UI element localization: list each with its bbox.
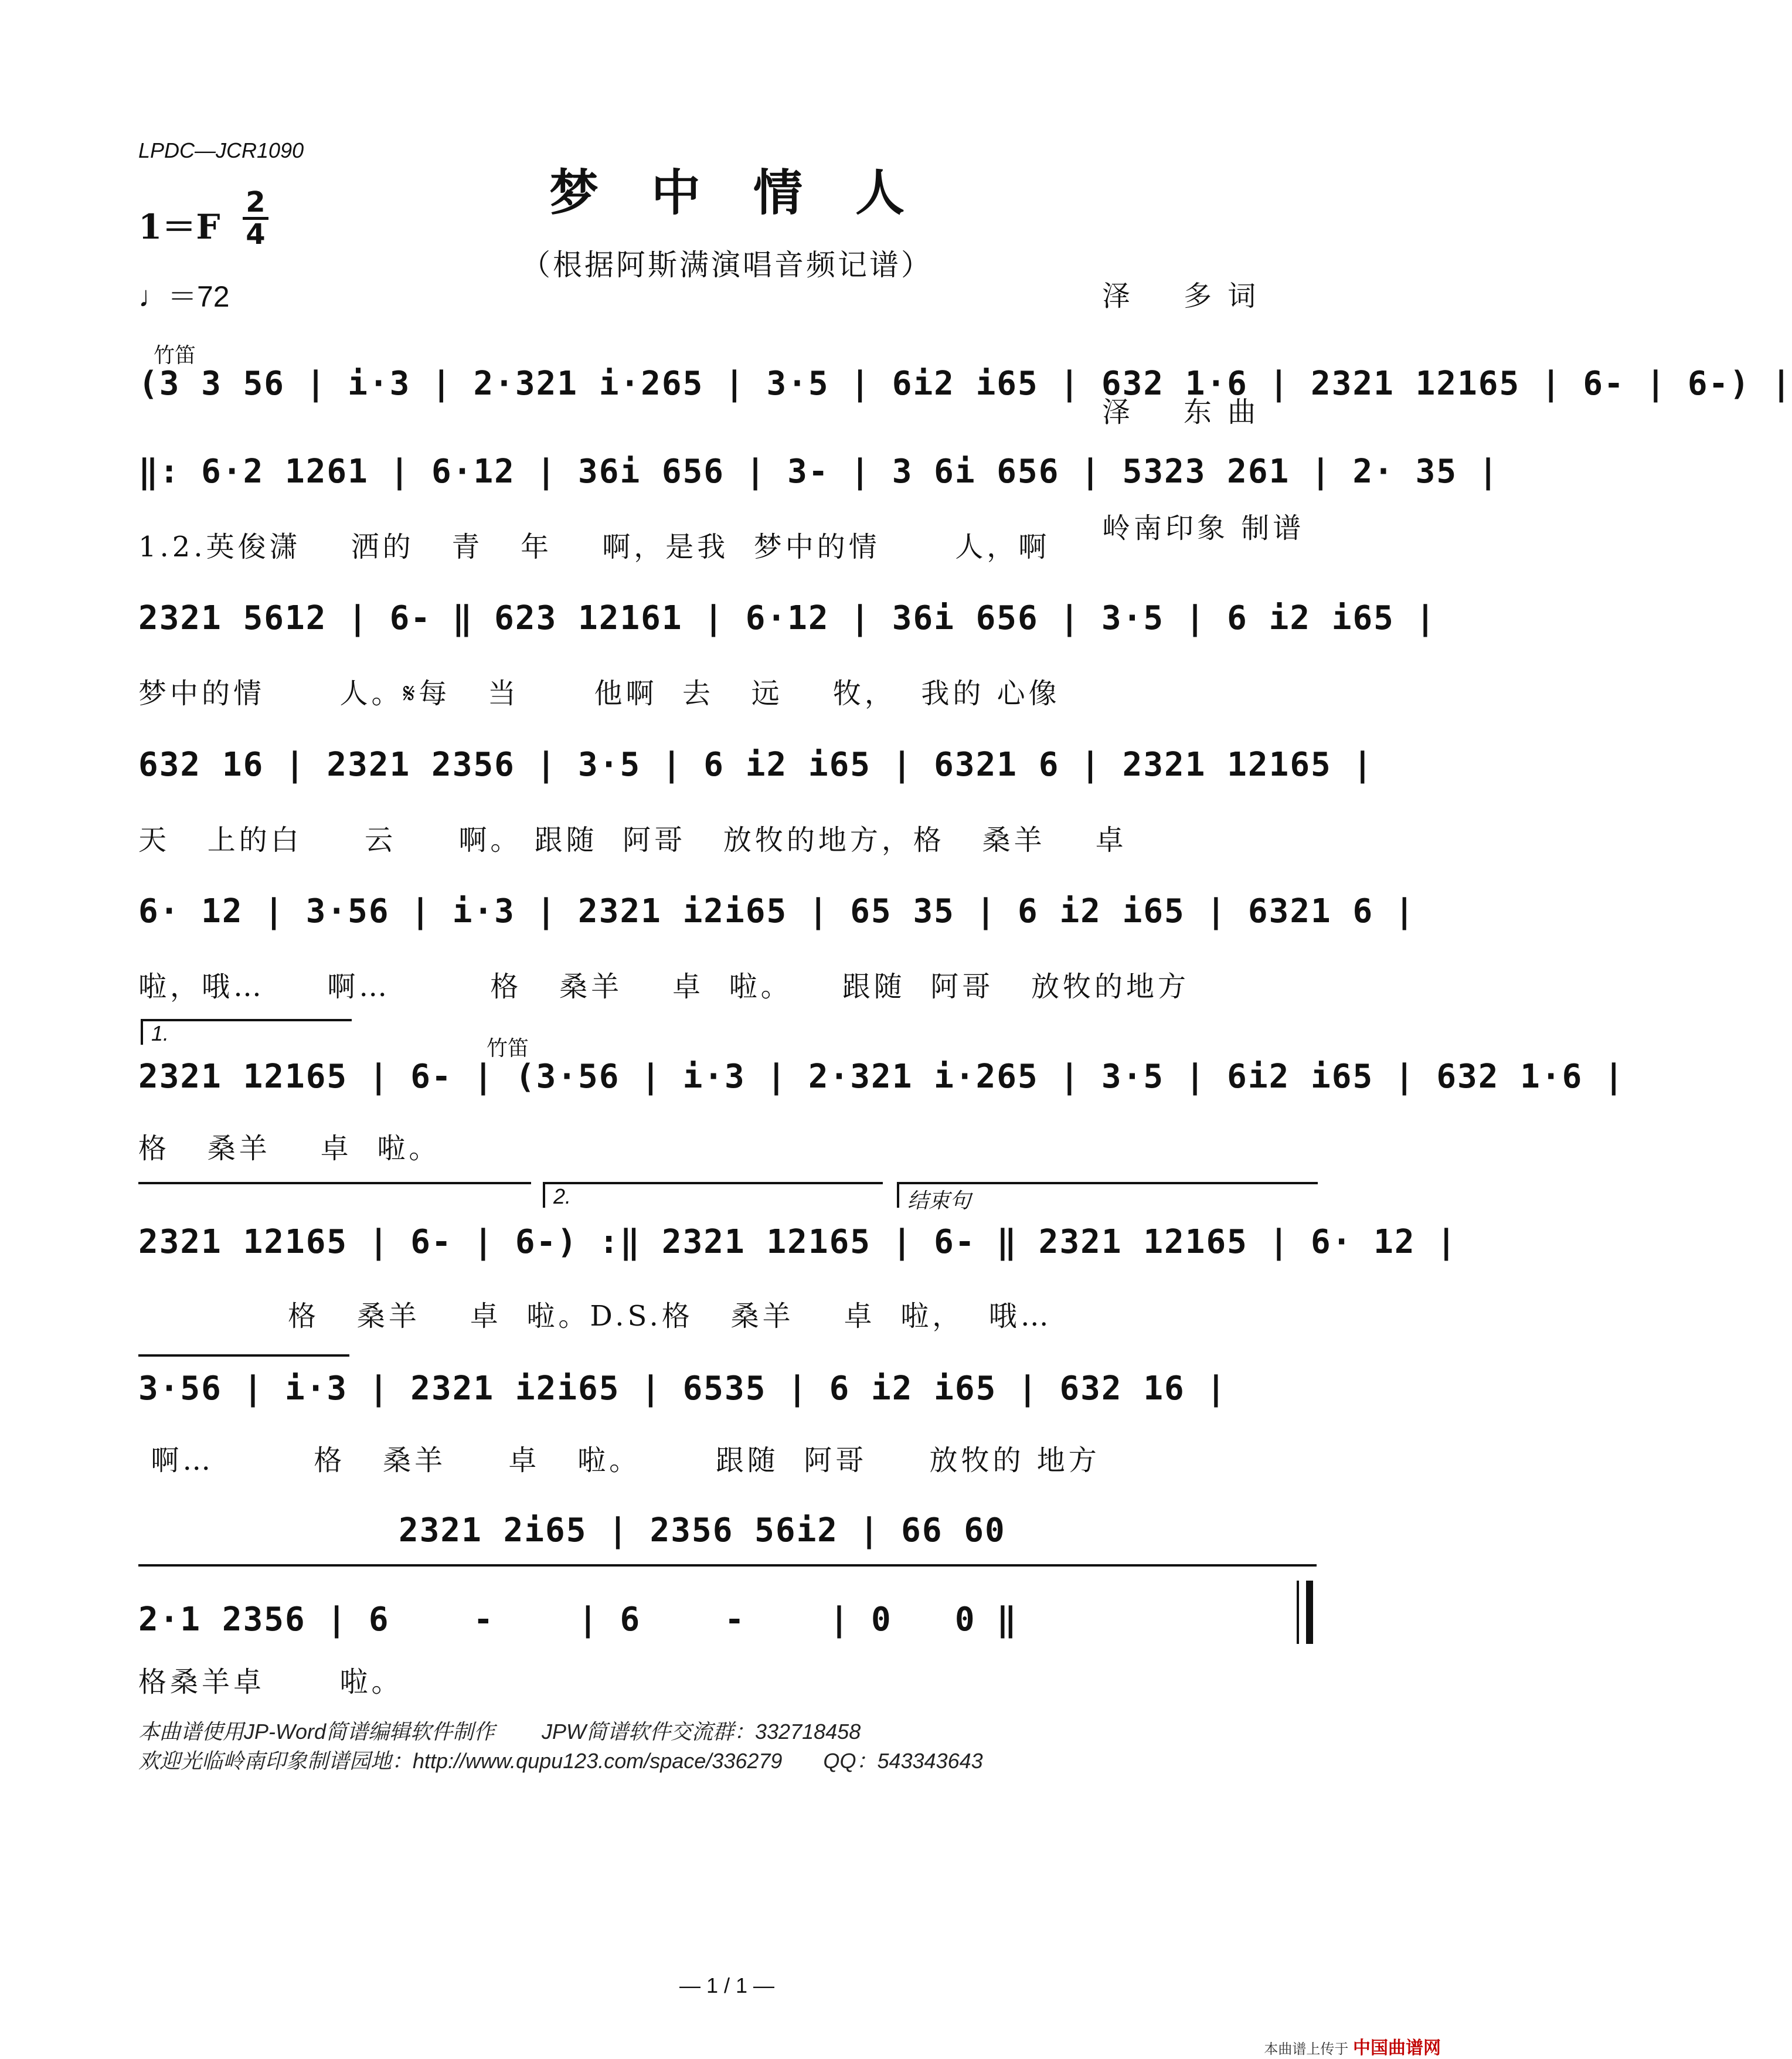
lyric-line-4: 天 上的白 云 啊。 跟随 阿哥 放牧的地方，格 桑羊 卓	[138, 824, 1127, 857]
arranger-credit: 岭南印象 制谱	[1102, 512, 1305, 545]
notation-line-5: 6· 12 | 3·56 | i·3 | 2321 i2i65 | 65 35 | 6 i2 i65 | 6321 6 |	[138, 892, 1416, 930]
watermark-brand: 中国曲谱网	[1353, 2038, 1441, 2058]
song-title: 梦中情人	[549, 164, 957, 222]
instrument-label: 竹笛	[154, 344, 196, 368]
page-number: — 1 / 1 —	[679, 1973, 775, 1997]
watermark-prefix: 本曲谱上传于	[1264, 2041, 1349, 2057]
repeat-bracket-line	[138, 1182, 531, 1184]
lyric-line-7: 格 桑羊 卓 啦。D.S.格 桑羊 卓 啦， 哦…	[138, 1300, 1052, 1333]
composer-credit: 泽 东 曲	[1102, 396, 1260, 429]
second-ending-bracket: 2.	[543, 1182, 883, 1208]
final-barline-thin	[1297, 1581, 1299, 1644]
time-signature	[243, 186, 268, 251]
lyricist-credit: 泽 多 词	[1102, 280, 1260, 312]
time-signature-top: 2	[246, 186, 266, 219]
notation-line-1: (3 3 56 | i·3 | 2·321 i·265 | 3·5 | 6i2 i65 | 632 1·6 | 2321 12165 | 6- | 6-) |	[138, 365, 1792, 403]
notation-line-8: 3·56 | i·3 | 2321 i2i65 | 6535 | 6 i2 i65 | 632 16 |	[138, 1370, 1227, 1408]
notation-line-7: 2321 12165 | 6- | 6-) :‖ 2321 12165 | 6- ‖ 2321 12165 | 6· 12 |	[138, 1223, 1458, 1261]
site-watermark	[1264, 2033, 1441, 2059]
lyric-line-8: 啊… 格 桑羊 卓 啦。 跟随 阿哥 放牧的 地方	[138, 1444, 1100, 1477]
notation-line-10: 2·1 2356 | 6 - | 6 - | 0 0 ‖	[138, 1601, 1018, 1639]
first-ending-bracket: 1.	[141, 1019, 352, 1045]
instrument-label-2: 竹笛	[487, 1037, 529, 1061]
footer-line-2: 欢迎光临岭南印象制谱园地：http://www.qupu123.com/space/336279 QQ：543343643	[138, 1749, 983, 1773]
notation-line-2: ‖: 6·2 1261 | 6·12 | 36i 656 | 3- | 3 6i 656 | 5323 261 | 2· 35 |	[138, 453, 1499, 491]
tie-line	[138, 1354, 349, 1357]
lyric-line-6: 格 桑羊 卓 啦。	[138, 1132, 441, 1165]
final-barline	[1306, 1581, 1313, 1644]
system-joiner-line	[138, 1564, 1317, 1567]
lyric-line-10: 格桑羊卓 啦。	[138, 1666, 403, 1698]
notation-line-3: 2321 5612 | 6- ‖ 623 12161 | 6·12 | 36i 656 | 3·5 | 6 i2 i65 |	[138, 599, 1437, 637]
ending-phrase-bracket: 结束句	[897, 1182, 1318, 1208]
notation-line-4: 632 16 | 2321 2356 | 3·5 | 6 i2 i65 | 6321 6 | 2321 12165 |	[138, 746, 1374, 784]
notation-line-6: 2321 12165 | 6- | (3·56 | i·3 | 2·321 i·265 | 3·5 | 6i2 i65 | 632 1·6 |	[138, 1058, 1625, 1096]
time-signature-bottom: 4	[246, 218, 266, 251]
score-code: LPDC—JCR1090	[138, 138, 304, 162]
song-subtitle: （根据阿斯满演唱音频记谱）	[521, 248, 933, 282]
lyric-line-3: 梦中的情 人。𝄋每 当 他啊 去 远 牧， 我的 心像	[138, 677, 1060, 710]
notation-line-9: 2321 2i65 | 2356 56i2 | 66 60	[399, 1511, 1006, 1550]
lyric-line-5: 啦，哦… 啊… 格 桑羊 卓 啦。 跟随 阿哥 放牧的地方	[138, 970, 1189, 1003]
tempo-marking: ♩＝72	[138, 280, 230, 313]
key-signature: 1＝F	[138, 207, 220, 247]
footer-line-1: 本曲谱使用JP-Word简谱编辑软件制作 JPW简谱软件交流群：332718458	[138, 1720, 861, 1744]
lyric-line-2: 1.2.英俊潇 洒的 青 年 啊，是我 梦中的情 人，啊	[138, 531, 1050, 563]
